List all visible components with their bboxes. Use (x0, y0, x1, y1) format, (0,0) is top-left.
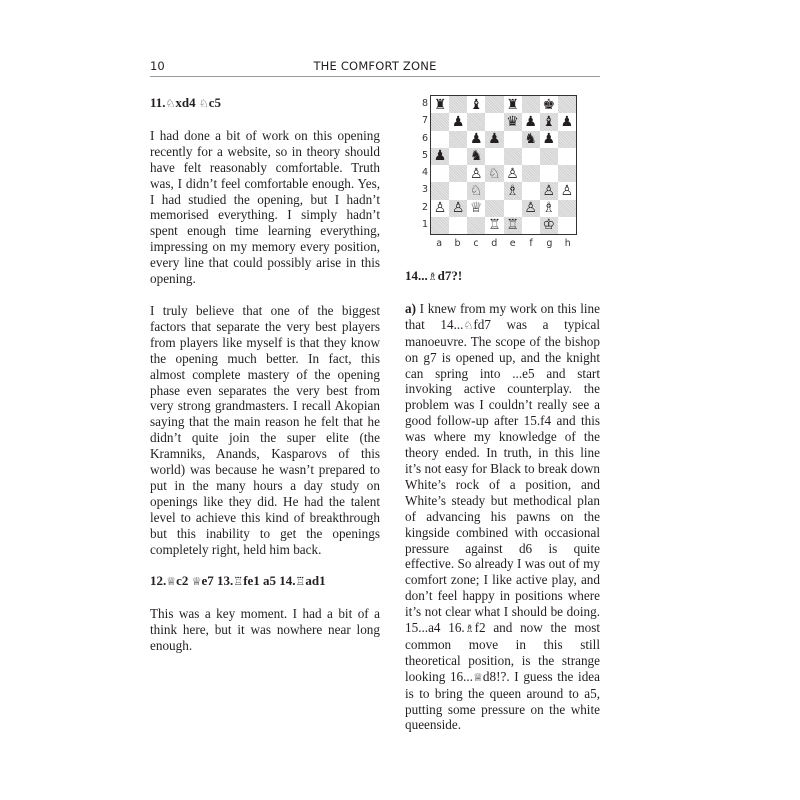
square-h7 (558, 113, 576, 130)
square-e1 (504, 217, 522, 234)
square-g6 (540, 131, 558, 148)
file-label: c (473, 238, 479, 249)
square-e8 (504, 96, 522, 113)
square-b8 (449, 96, 467, 113)
square-d2 (485, 200, 503, 217)
chess-board (430, 95, 577, 235)
rank-label: 8 (421, 98, 428, 110)
move-line-12-14 (150, 573, 380, 590)
square-h3 (558, 182, 576, 199)
file-label: g (546, 238, 553, 249)
move-text: 14... (405, 268, 428, 283)
square-a6 (431, 131, 449, 148)
file-labels (430, 238, 577, 249)
square-g5 (540, 148, 558, 165)
black-pawn-icon: ♟ (542, 131, 556, 148)
rank-label: 1 (421, 218, 428, 230)
square-g7 (540, 113, 558, 130)
square-a4 (431, 165, 449, 182)
square-b2 (449, 200, 467, 217)
square-f5 (522, 148, 540, 165)
square-f3 (522, 182, 540, 199)
white-pawn-icon: ♙ (506, 165, 519, 182)
square-h4 (558, 165, 576, 182)
square-a1 (431, 217, 449, 234)
black-bishop-icon: ♝ (542, 113, 556, 130)
white-pawn-icon: ♙ (560, 182, 574, 199)
text-run: f2 and now the most common move in this still theoretical position, is the strange looking 16... (405, 620, 600, 684)
square-a2 (431, 200, 449, 217)
move-text: ad1 (305, 573, 326, 589)
square-b3 (449, 182, 467, 199)
square-f8 (522, 96, 540, 113)
knight-icon: ♘ (198, 97, 209, 110)
square-c6 (467, 131, 485, 148)
square-c8 (467, 96, 485, 113)
black-bishop-icon: ♝ (470, 96, 483, 113)
square-g3 (540, 182, 558, 199)
chess-diagram (418, 95, 593, 255)
paragraph-variation-a (405, 301, 600, 733)
white-knight-icon: ♘ (488, 165, 501, 182)
square-c4 (467, 165, 485, 182)
rank-label: 3 (421, 184, 428, 196)
right-column (405, 268, 600, 749)
text-run: d8!?. I guess the idea is to bring the queen around to a5, putting some pressure on the white queenside. (405, 668, 600, 733)
square-h1 (558, 217, 576, 234)
square-f1 (522, 217, 540, 234)
square-e3 (504, 182, 522, 199)
square-h5 (558, 148, 576, 165)
square-f7 (522, 113, 540, 130)
square-d1 (485, 217, 503, 234)
rank-labels (418, 95, 428, 233)
queen-icon: ♕ (191, 575, 202, 589)
square-c7 (467, 113, 485, 130)
white-rook-icon: ♖ (488, 217, 501, 234)
paragraph-opening-mastery: I truly believe that one of the biggest factors that separate the very best players from players like myself is that they know the opening much better. In fact, this almost complete mastery of the opening phase even separates the very best from very strong grandmasters. I recall Akopian saying that the main reason he felt that he didn’t quite join the super elite (the Kramniks, Anands, Kasparovs of this world) was because he wasn’t prepared to put in the many hours a day study on openings like they did. He had the talent level to achieve this kind of breakthrough but this inability to get the openings completely right, held him back. (150, 302, 380, 557)
square-h6 (558, 131, 576, 148)
black-pawn-icon: ♟ (451, 113, 465, 130)
square-e2 (504, 200, 522, 217)
square-g1 (540, 217, 558, 234)
square-g4 (540, 165, 558, 182)
square-e7 (504, 113, 522, 130)
square-c3 (467, 182, 485, 199)
move-number: 11. (150, 95, 166, 110)
square-b6 (449, 131, 467, 148)
square-c5 (467, 148, 485, 165)
queen-icon: ♕ (473, 670, 483, 684)
square-f6 (522, 131, 540, 148)
square-d3 (485, 182, 503, 199)
file-label: e (509, 238, 516, 249)
black-pawn-icon: ♟ (488, 131, 501, 148)
move-text: fe1 a5 14. (243, 573, 296, 589)
square-g8 (540, 96, 558, 113)
square-f4 (522, 165, 540, 182)
running-header (150, 58, 600, 77)
file-label: b (454, 238, 461, 249)
move-text: e7 13. (201, 573, 234, 589)
bishop-icon: ♗ (464, 622, 475, 636)
black-knight-icon: ♞ (470, 148, 483, 165)
square-d7 (485, 113, 503, 130)
square-a8 (431, 96, 449, 113)
page-number: 10 (150, 59, 165, 73)
rank-label: 2 (421, 201, 428, 213)
text-run: fd7 was a typical manoeuvre. The scope of the bishop on g7 is opened up, and the knight can spring into ...e5 and start invoking active counterplay. the problem was I couldn’t really see a good follow-up after 15.f4 and this was where my knowledge of the theory ended. In truth, in this line it’s not easy for Black to break down White’s rock of a position, and White’s steady but methodical plan of advancing his pawns on the kingside combined with occasional pressure against d6 is quite effective. So already I was out of my comfort zone; I like active play, and don’t feel happy in positions where it’s not clear what I should be doing. 15...a4 16. (405, 316, 600, 636)
bishop-icon: ♗ (427, 270, 438, 283)
move-text: 12. (150, 573, 167, 589)
knight-icon: ♘ (463, 318, 474, 332)
square-c1 (467, 217, 485, 234)
text-run: I knew from my work on this line that 14... (405, 300, 600, 332)
file-label: d (491, 238, 498, 249)
square-d8 (485, 96, 503, 113)
move-text: xd4 (175, 95, 199, 110)
move-text: c2 (176, 573, 192, 589)
file-label: f (529, 238, 533, 249)
square-d5 (485, 148, 503, 165)
black-queen-icon: ♛ (506, 113, 519, 130)
black-pawn-icon: ♟ (433, 148, 447, 165)
square-d6 (485, 131, 503, 148)
paragraph-key-moment: This was a key moment. I had a bit of a think here, but it was nowhere near long enough. (150, 606, 380, 654)
square-f2 (522, 200, 540, 217)
move-text: d7?! (437, 268, 463, 283)
square-h8 (558, 96, 576, 113)
square-a3 (431, 182, 449, 199)
black-pawn-icon: ♟ (560, 113, 574, 130)
file-label: a (436, 238, 443, 249)
white-rook-icon: ♖ (506, 217, 519, 234)
black-rook-icon: ♜ (433, 96, 447, 113)
square-b1 (449, 217, 467, 234)
move-line-14-black (405, 268, 600, 285)
rank-label: 6 (421, 132, 428, 144)
paragraph-opening-work: I had done a bit of work on this opening recently for a website, so in theory should have felt reasonably comfortable. Truth was, I didn’t feel comfortable enough. Yes, I had studied the opening, but I hadn’t memorised everything. I simply hadn’t spent enough time learning everything, impressing on my memory every position, every line that could possibly arise in this opening. (150, 127, 380, 287)
square-e4 (504, 165, 522, 182)
square-b7 (449, 113, 467, 130)
square-e6 (504, 131, 522, 148)
white-pawn-icon: ♙ (542, 182, 556, 199)
left-column (150, 95, 380, 670)
square-e5 (504, 148, 522, 165)
white-bishop-icon: ♗ (542, 200, 556, 217)
white-pawn-icon: ♙ (470, 165, 483, 182)
move-text: c5 (208, 95, 222, 110)
file-label: h (564, 238, 571, 249)
move-line-11 (150, 95, 380, 112)
white-knight-icon: ♘ (470, 182, 483, 199)
black-rook-icon: ♜ (506, 96, 519, 113)
square-a5 (431, 148, 449, 165)
white-king-icon: ♔ (542, 217, 556, 234)
white-queen-icon: ♕ (470, 200, 483, 217)
knight-icon: ♘ (165, 97, 176, 110)
rook-icon: ♖ (295, 575, 306, 589)
rank-label: 5 (421, 149, 428, 161)
square-h2 (558, 200, 576, 217)
rank-label: 7 (421, 115, 428, 127)
square-b4 (449, 165, 467, 182)
square-d4 (485, 165, 503, 182)
white-bishop-icon: ♗ (506, 182, 519, 199)
running-title: THE COMFORT ZONE (313, 59, 437, 73)
black-king-icon: ♚ (542, 96, 556, 113)
black-knight-icon: ♞ (524, 131, 537, 148)
rook-icon: ♖ (233, 575, 244, 589)
white-pawn-icon: ♙ (524, 200, 537, 217)
square-b5 (449, 148, 467, 165)
rank-label: 4 (421, 167, 428, 179)
white-pawn-icon: ♙ (451, 200, 465, 217)
black-pawn-icon: ♟ (524, 113, 537, 130)
black-pawn-icon: ♟ (470, 131, 483, 148)
white-pawn-icon: ♙ (433, 200, 447, 217)
square-g2 (540, 200, 558, 217)
queen-icon: ♕ (166, 575, 177, 589)
square-c2 (467, 200, 485, 217)
square-a7 (431, 113, 449, 130)
variation-label: a) (405, 300, 416, 316)
